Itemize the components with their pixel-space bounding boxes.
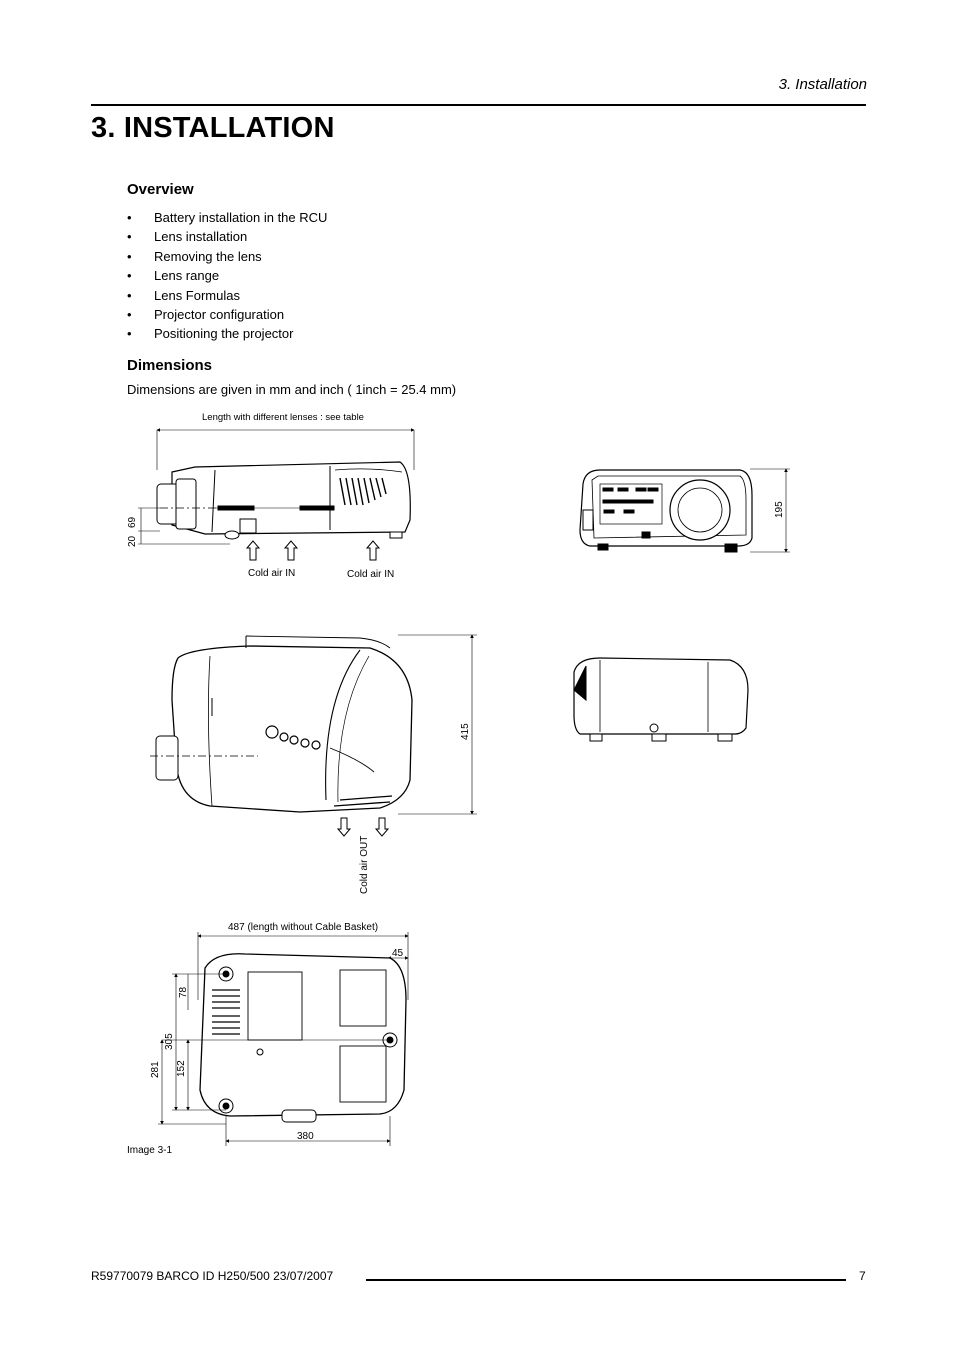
- page-number: 7: [859, 1269, 866, 1283]
- dim-69-label: 69: [127, 516, 138, 528]
- dim-152-label: 152: [176, 1060, 187, 1077]
- bottom-length-label: 487 (length without Cable Basket): [228, 922, 379, 933]
- chapter-title: 3. INSTALLATION: [91, 112, 335, 144]
- dim-305-label: 305: [164, 1033, 175, 1050]
- top-view: [150, 635, 477, 836]
- overview-heading: Overview: [127, 181, 194, 198]
- list-item: • Lens installation: [127, 227, 327, 246]
- top-depth-label: 415: [460, 723, 471, 740]
- airflow-out-label: Cold air OUT: [359, 835, 370, 894]
- front-height-label: 195: [774, 501, 785, 518]
- image-caption: Image 3-1: [127, 1145, 173, 1156]
- bottom-view: [158, 932, 408, 1146]
- list-item: • Lens Formulas: [127, 286, 327, 305]
- list-item: • Positioning the projector: [127, 324, 327, 343]
- dim-45-label: 45: [392, 948, 404, 959]
- airflow-in-right-label: Cold air IN: [347, 569, 395, 580]
- list-item: • Lens range: [127, 266, 327, 285]
- dim-281-label: 281: [150, 1061, 161, 1078]
- running-header: 3. Installation: [778, 76, 867, 93]
- list-item: • Battery installation in the RCU: [127, 208, 327, 227]
- airflow-in-left-label: Cold air IN: [248, 568, 296, 579]
- dimensions-intro: Dimensions are given in mm and inch ( 1inch = 25.4 mm): [127, 382, 457, 397]
- dimensions-heading: Dimensions: [127, 357, 213, 374]
- side-length-label: Length with different lenses : see table: [202, 412, 364, 423]
- list-item: • Projector configuration: [127, 305, 327, 324]
- footer-rule: [366, 1279, 846, 1281]
- front-view: [580, 469, 790, 552]
- footer-document-id: R59770079 BARCO ID H250/500 23/07/2007: [91, 1269, 334, 1283]
- side-view: [138, 430, 414, 560]
- list-item: • Removing the lens: [127, 247, 327, 266]
- rear-view: [574, 658, 748, 741]
- dim-78-label: 78: [178, 986, 189, 998]
- dim-380-label: 380: [297, 1131, 314, 1142]
- dim-20-label: 20: [127, 535, 138, 547]
